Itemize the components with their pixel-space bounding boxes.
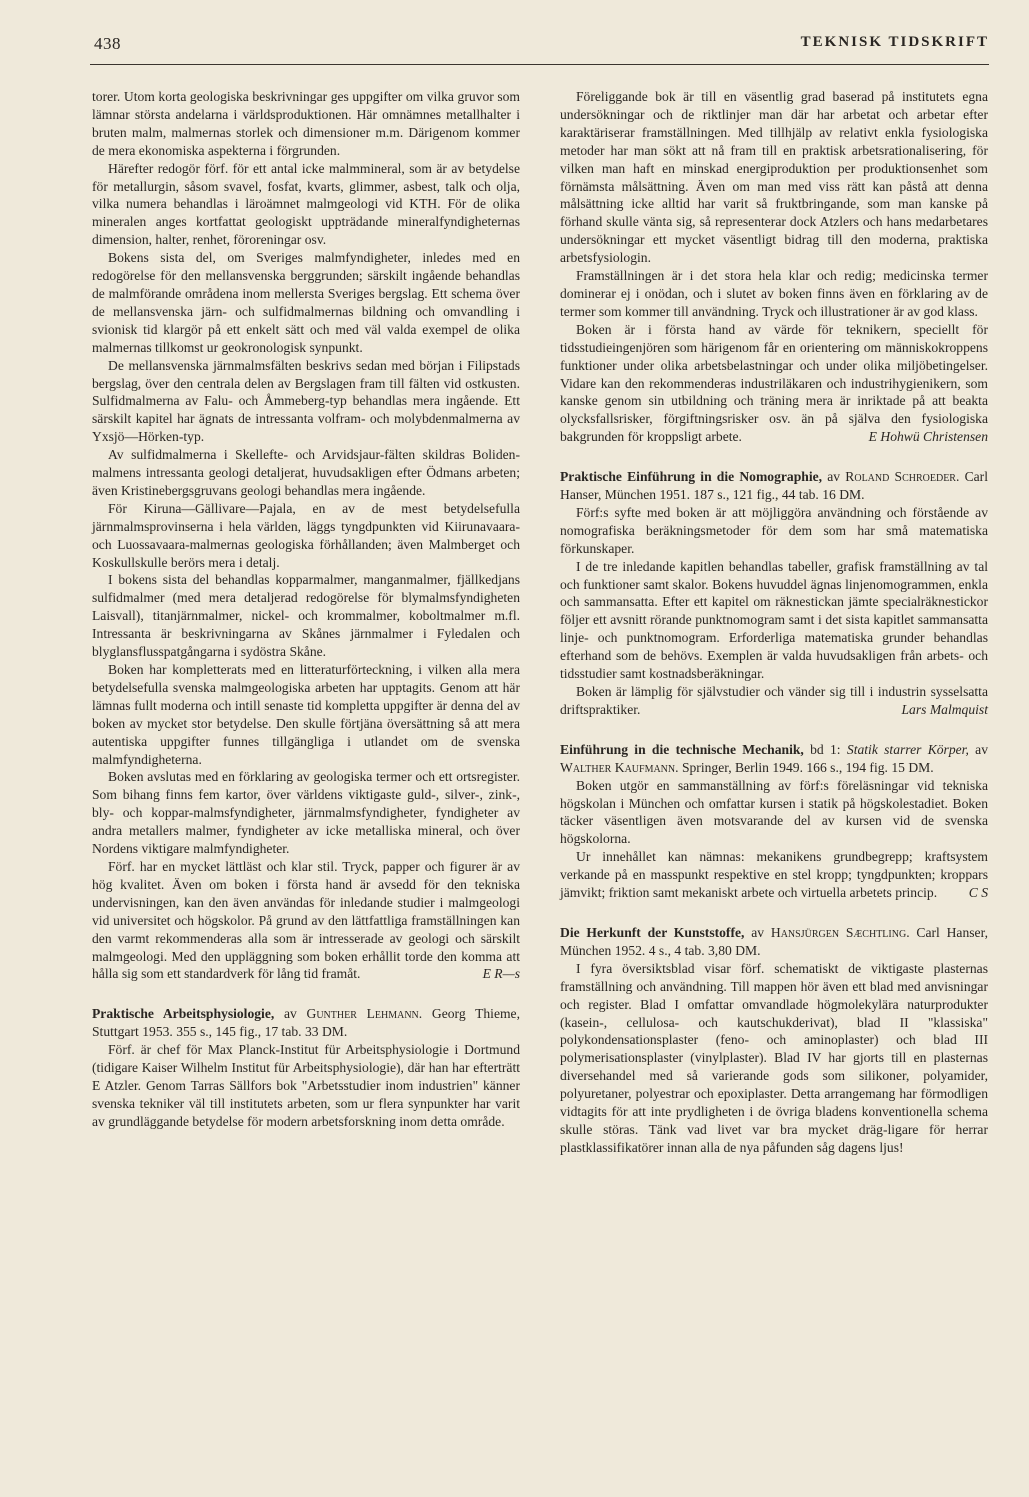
spacer xyxy=(92,983,520,1005)
review-subtitle: Statik starrer Körper, xyxy=(846,741,969,757)
review-heading xyxy=(560,741,988,777)
review-author-prefix: av xyxy=(751,924,765,940)
paragraph: Bokens sista del, om Sveriges malmfyndigheter, inledes med en redogörelse för den mellansvenska berggrunden; särskilt ingående behandlas de malmförande områdena inom mellersta Sveriges bergslag. Ett schema över de mellansvenska järn- och sulfidmalmernas bildning och omvandling i svionisk tid klargör på ett enkelt sätt och med väl valda exempel de olika malmernas tillkomst ur geokronologisk synpunkt. xyxy=(92,250,520,355)
paragraph: Boken avslutas med en förklaring av geologiska termer och ett ortsregister. Som bihang finns fem kartor, över världens viktigaste guld-, silver-, zink-, bly- och koppar-malmsfyndigheter, järnmalmsfyndigheter, fyndigheter av andra metallers malmer, fyndigheter av icke metalliska mineral, och över Nordens viktigare malmfyndigheter. xyxy=(92,769,520,857)
paragraph: I de tre inledande kapitlen behandlas tabeller, grafisk framställning av tal och funktioner samt skalor. Bokens huvuddel ägnas linjenomogrammen, enkla och sammansatta. Efter ett kapitel om räknestickan jämte specialräknestickor följer ett avsnitt rörande punktnomogram samt i det sista kapitlet sammansatta linje- och punktnomogram. Erforderliga matematiska grunder behandlas efterhand som de behövs. Exemplen är valda huvudsakligen från arbets- och tidsstudier samt kostnadsberäkningar. xyxy=(560,558,988,682)
paragraph: Förf:s syfte med boken är att möjliggöra användning och förstående av nomografiska beräkningsmetoder för dem som har små matematiska förkunskaper. xyxy=(560,504,988,556)
review-volume: bd 1: xyxy=(810,741,841,757)
review-heading xyxy=(92,1005,520,1041)
page-number: 438 xyxy=(94,34,121,53)
paragraph-text: Ur innehållet kan nämnas: mekanikens grundbegrepp; kraftsystem verkande på en masspunkt respektive en stel kropp; tyngdpunkten; kroppars jämvikt; friktion samt mekaniskt arbete och virtuella arbetets princip. xyxy=(560,849,988,901)
review-heading xyxy=(560,468,988,504)
journal-title: TEKNISK TIDSKRIFT xyxy=(800,34,989,50)
spacer xyxy=(560,719,988,741)
paragraph: För Kiruna—Gällivare—Pajala, en av de mest betydelsefulla järnmalmsprovinserna i hela världen, läggs tyngdpunkten vid Kiirunavaara- och Luossavaara-malmernas geologiska förhållanden; även Malmberget och Koskullskulle berörs mera i detalj. xyxy=(92,500,520,570)
review-author-prefix: av xyxy=(975,741,988,757)
review-details: Springer, Berlin 1949. 166 s., 194 fig. 15 DM. xyxy=(681,759,934,775)
reviewer-signature: E Hohwü Christensen xyxy=(868,429,988,445)
paragraph-text: Förf. har en mycket lättläst och klar stil. Tryck, papper och figurer är av hög kvalitet. Även om boken i första hand är avsedd för den tekniska undervisningen, kan den även användas för inledande studier i malmgeologi vid universitet och högskolor. På grund av den lättfattliga framställningen kan den varmt rekommenderas alla som är intresserade av geologi och särskilt malmgeologi. Med den uppläggning som boken erhållit torde den komma att hålla sig som ett standardverk för lång tid framåt. xyxy=(92,858,520,982)
review-author: Walther Kaufmann. xyxy=(560,759,679,775)
paragraph-with-signature xyxy=(560,683,988,719)
review-author-prefix: av xyxy=(827,469,841,485)
paragraph: Härefter redogör förf. för ett antal icke malmmineral, som är av betydelse för metallurgin, såsom svavel, fosfat, kvarts, glimmer, asbest, talk och olja, vilka numera behandlas i läroämnet malmgeologi vid KTH. För de olika mineralen anges kortfattat geologiskt uppträdande mineralfyndigheternas dimension, halter, renhet, föroreningar osv. xyxy=(92,160,520,248)
paragraph-with-signature xyxy=(560,321,988,446)
left-column xyxy=(92,88,520,1131)
review-author: Gunther Lehmann. xyxy=(306,1006,423,1022)
spacer xyxy=(560,446,988,468)
paragraph: Framställningen är i det stora hela klar och redig; medicinska termer dominerar ej i onödan, och i slutet av boken finns även en förklaring av de termer som kommer till användning. Tryck och illustrationer är av god klass. xyxy=(560,268,988,319)
review-heading xyxy=(560,924,988,960)
paragraph-with-signature xyxy=(560,848,988,902)
review-title: Praktische Einführung in die Nomographie, xyxy=(560,469,823,485)
review-author: Roland Schroeder. xyxy=(845,469,960,485)
review-title: Die Herkunft der Kunststoffe, xyxy=(560,924,745,940)
review-author: Hansjürgen Sæchtling. xyxy=(770,924,910,940)
review-details: Carl Hanser, München 1951. 187 s., 121 fig., 44 tab. 16 DM. xyxy=(560,469,988,503)
reviewer-signature: E R—s xyxy=(482,966,520,982)
paragraph: Av sulfidmalmerna i Skellefte- och Arvidsjaur-fälten skildras Boliden-malmens intressanta geologi detaljerat, huvudsakligen efter Ödmans arbeten; även Kristinebergsgruvans geologi behandlas mera ingående. xyxy=(92,447,520,498)
paragraph: Boken har kompletterats med en litteraturförteckning, i vilken alla mera betydelsefulla svenska malmgeologiska arbeten har upptagits. Genom att här lämnas fullt moderna och intill senaste tid kompletta uppgifter är denna del av boken av mycket stor betydelse. Den skulle förtjäna översättning så att mera autentiska uppgifter funnes tillgängliga i utlandet om de svenska malmfyndigheterna. xyxy=(92,662,520,767)
review-title: Praktische Arbeitsphysiologie, xyxy=(92,1006,275,1022)
review-title: Einführung in die technische Mechanik, xyxy=(560,741,804,757)
review-details: Carl Hanser, München 1952. 4 s., 4 tab. 3,80 DM. xyxy=(560,924,988,958)
paragraph: De mellansvenska järnmalmsfälten beskrivs sedan med början i Filipstads bergslag, över den centrala delen av Bergslagen fram till fälten vid ostkusten. Sulfidmalmerna av Falu- och Åmmeberg-typ behandlas mera ingående. Ett särskilt kapitel har ägnats de intressanta volfram- och molybdenmalmerna av Yxsjö—Hörken-typ. xyxy=(92,357,520,445)
paragraph-with-signature xyxy=(92,858,520,983)
paragraph-text: Boken är lämplig för självstudier och vänder sig till i industrin sysselsatta driftspraktiker. xyxy=(560,684,988,717)
review-details: Georg Thieme, Stuttgart 1953. 355 s., 145 fig., 17 tab. 33 DM. xyxy=(92,1006,520,1040)
spacer xyxy=(560,902,988,924)
reviewer-signature: Lars Malmquist xyxy=(901,701,988,717)
paragraph: I bokens sista del behandlas kopparmalmer, manganmalmer, fjällkedjans sulfidmalmer (med mera detaljerad redogörelse för blymalmsfyndigheten Laisvall), titanjärnmalmer, nickel- och krommalmer, koboltmalmer m.fl. Intressanta är beskrivningarna av Skånes järnmalmer i Fyledalen och blyglansflusspatgångarna i sydöstra Skåne. xyxy=(92,572,520,660)
review-author-prefix: av xyxy=(283,1006,297,1022)
paragraph: Förf. är chef för Max Planck-Institut für Arbeitsphysiologie i Dortmund (tidigare Kaiser Wilhelm Institut für Arbeitsphysiologie), där han har efterträtt E Atzler. Genom Tarras Sällfors bok "Arbetsstudier inom industrien" känner svenska tekniker väl till institutets arbeten, som ur flera synpunkter har varit av grundläggande betydelse för modern arbetsforskning inom detta område. xyxy=(92,1042,520,1129)
page-header xyxy=(90,34,989,65)
paragraph-text: Boken är i första hand av värde för teknikern, speciellt för tidsstudieingenjören som härigenom får en orientering om människokroppens funktioner under olika arbetsbelastningar och under olika miljöbetingelser. Vidare kan den rekommenderas industriläkaren och industrihygienikern, som kanske genom sin utbildning och träning mera är inriktade på att beakta olycksfallsrisker, förgiftningsrisker osv. än på själva den fysiologiska bakgrunden för kroppsligt arbete. xyxy=(560,321,988,445)
paragraph: Boken utgör en sammanställning av förf:s föreläsningar vid tekniska högskolan i München och omfattar kursen i statik på högskolestadiet. Boken täcker väsentligen även motsvarande del av kursen vid de svenska högskolorna. xyxy=(560,777,988,847)
right-column xyxy=(560,88,988,1157)
reviewer-signature: C S xyxy=(968,885,988,901)
paragraph: I fyra översiktsblad visar förf. schematiskt de viktigaste plasternas framställning och användning. Till mappen hör även ett blad med anvisningar och register. Blad I omfattar omvandlade högmolekylära naturprodukter (kasein-, cellulosa- och kautschukderivat), blad II "klassiska" polykondensationsplaster (feno- och aminoplaster) och blad III polymerisationsplaster (vinylplaster). Blad IV har gjorts till en plasternas diversehandel med så varierande gods som silikoner, polyamider, polyuretaner, polyestrar och epoxiplaster. Detta arrangemang har förmodligen vidtagits för att inte prydligheten i de övriga bladens konventionella schema skulle störas. Tänk vad livet var bra mycket dräg-ligare för herrar plastklassifikatörer innan alla de nya påfunden såg dagens ljus! xyxy=(560,960,988,1155)
paragraph: torer. Utom korta geologiska beskrivningar ges uppgifter om vilka gruvor som lämnar största andelarna i världsproduktionen. Här omnämnes metallhalter i bruten malm, malmernas storlek och dimensioner m.m. Därigenom kommer de mera ekonomiska aspekterna i förgrunden. xyxy=(92,89,520,158)
paragraph: Föreliggande bok är till en väsentlig grad baserad på institutets egna undersökningar och de riktlinjer man där har arbetat och arbetar efter karaktäriserar framställningen. Med tillhjälp av relativt enkla fysiologiska metoder har man sökt att nå fram till en praktisk arbetsrationalisering, för vilken man haft en minskad energiproduktion per produktionsenhet som förnämsta målsättning. Även om man med viss rätt kan påstå att denna målsättning icke alltid har varit så fruktbringande, som man kanske på förhand skulle vänta sig, så representerar dock Atzlers och hans medarbetares undersökningar ett mycket väsentligt bidrag till den moderna, praktiska arbetsfysiologin. xyxy=(560,89,988,266)
